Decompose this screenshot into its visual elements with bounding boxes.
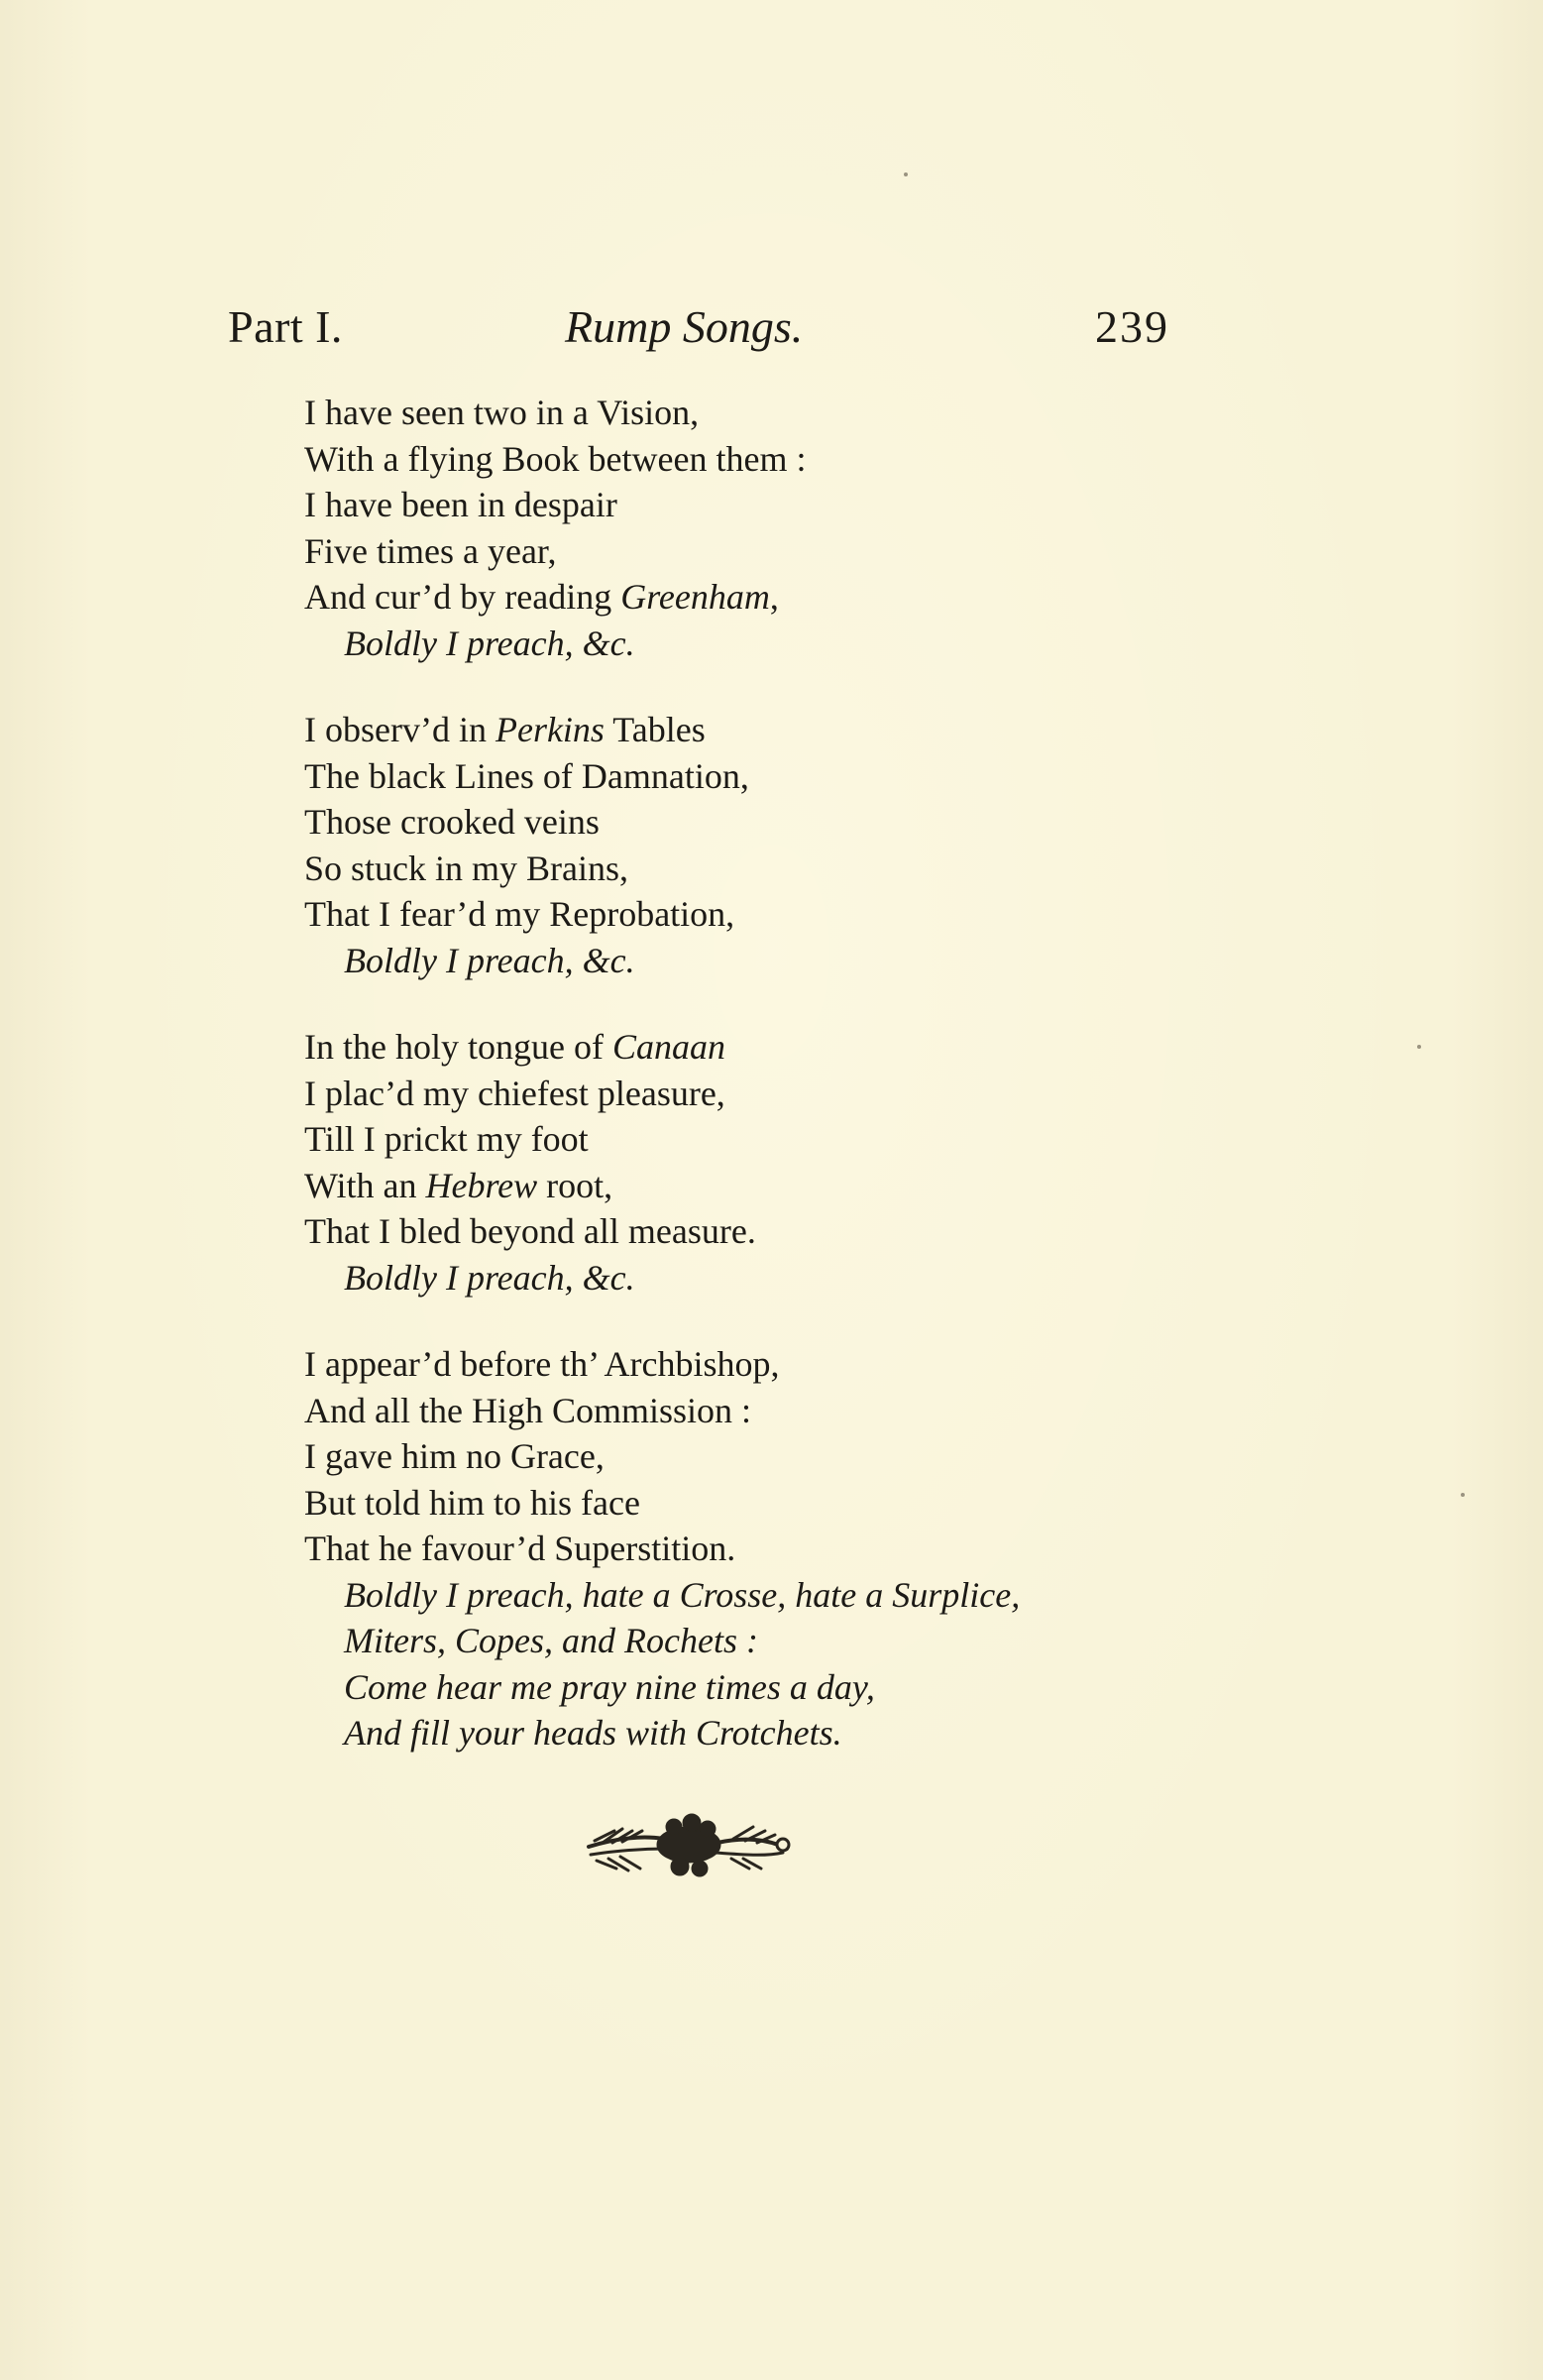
verse-text: In the holy tongue of	[304, 1027, 612, 1067]
refrain-line: Boldly I preach, &c.	[344, 940, 635, 980]
refrain-line: Miters, Copes, and Rochets :	[344, 1621, 758, 1660]
verse-line	[304, 482, 1020, 528]
verse-text: That he favour’d Superstition.	[304, 1529, 736, 1568]
verse-line	[304, 799, 1020, 846]
verse-text: The black Lines of Damnation,	[304, 755, 749, 796]
stanza	[304, 707, 1020, 983]
verse-line	[304, 1208, 1020, 1255]
stanza	[304, 1341, 1020, 1757]
verse-line	[304, 707, 1020, 753]
verse-line	[304, 846, 1020, 892]
stanza	[304, 1024, 1020, 1301]
running-header	[228, 297, 1169, 357]
page-number: 239	[1095, 301, 1169, 352]
verse-text: I observ’d in	[304, 710, 496, 749]
refrain-line: Boldly I preach, &c.	[344, 623, 635, 663]
verse-text: And cur’d by reading	[304, 577, 621, 617]
verse-text: That I fear’d my Reprobation,	[304, 894, 735, 934]
verse-line	[304, 1388, 1020, 1434]
verse-text: I appear’d before th’ Archbishop,	[304, 1344, 780, 1384]
verse-text: I plac’d my chiefest pleasure,	[304, 1073, 725, 1113]
verse-text: Tables	[604, 710, 706, 749]
verse-line	[304, 1071, 1020, 1117]
verse-text: Greenham	[620, 577, 770, 617]
verse-text: But told him to his face	[304, 1482, 640, 1523]
paper-speck	[904, 172, 908, 176]
verse-text: root,	[537, 1165, 613, 1205]
refrain-line: Come hear me pray nine times a day,	[344, 1666, 875, 1707]
paper-speck	[1417, 1045, 1421, 1049]
verse-text: Hebrew	[425, 1165, 538, 1205]
verse-line	[304, 1433, 1020, 1480]
verse-text: With an	[304, 1165, 426, 1205]
verse-text: ,	[769, 577, 779, 617]
verse-text: So stuck in my Brains,	[304, 848, 629, 888]
verse-text: I have seen two in a Vision,	[304, 393, 700, 432]
verse-text: Canaan	[611, 1027, 725, 1067]
verse-block	[304, 390, 1020, 1797]
verse-line	[304, 436, 1020, 483]
verse-line	[304, 1024, 1020, 1071]
running-title: Rump Songs.	[565, 301, 804, 352]
verse-text: Perkins	[495, 710, 605, 749]
verse-line	[304, 1163, 1020, 1209]
stanza	[304, 390, 1020, 666]
verse-line	[304, 1480, 1020, 1527]
verse-text: That I bled beyond all measure.	[304, 1211, 756, 1251]
verse-line	[304, 753, 1020, 800]
verse-text: I gave him no Grace,	[304, 1436, 605, 1476]
refrain-line: And fill your heads with Crotchets.	[344, 1713, 842, 1753]
verse-line	[304, 1341, 1020, 1388]
verse-text: With a flying Book between them :	[304, 438, 807, 479]
paper-speck	[1461, 1493, 1465, 1497]
foliate-tailpiece-icon	[585, 1809, 793, 1888]
verse-line	[304, 891, 1020, 938]
verse-line	[304, 574, 1020, 621]
verse-text: And all the High Commission :	[304, 1390, 752, 1430]
verse-line	[304, 390, 1020, 436]
part-label: Part I.	[228, 301, 343, 352]
verse-text: Five times a year,	[304, 530, 557, 571]
refrain-line: Boldly I preach, hate a Crosse, hate a Surplice,	[344, 1574, 1021, 1615]
refrain-line: Boldly I preach, &c.	[344, 1257, 635, 1298]
verse-line	[304, 1526, 1020, 1572]
verse-text: Till I prickt my foot	[304, 1119, 589, 1159]
verse-line	[304, 528, 1020, 575]
verse-line	[304, 1116, 1020, 1163]
verse-text: Those crooked veins	[304, 802, 600, 842]
verse-text: I have been in despair	[304, 485, 617, 524]
